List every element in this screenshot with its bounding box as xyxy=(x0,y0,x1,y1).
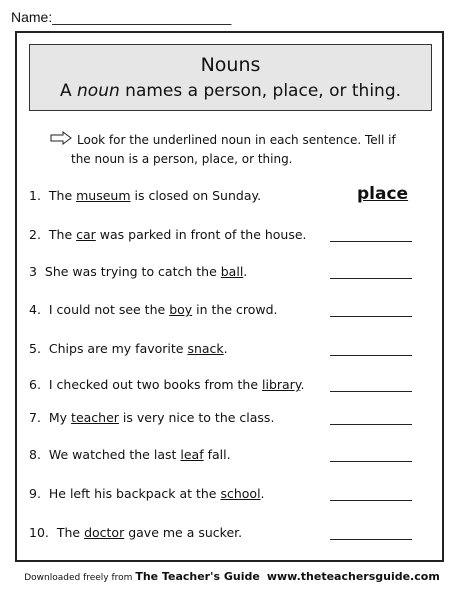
sentence-text: fall. xyxy=(203,447,231,462)
sentence-text: The xyxy=(56,525,85,540)
example-answer: place xyxy=(357,184,409,204)
underlined-noun: school xyxy=(220,486,261,501)
sentence-text: . xyxy=(260,486,265,501)
sentence-row xyxy=(29,377,329,392)
sentence-text: The xyxy=(48,227,77,242)
subtitle-part: A xyxy=(59,81,78,101)
page-subtitle xyxy=(30,81,431,101)
sentence-row xyxy=(29,227,329,242)
underlined-noun: library xyxy=(262,377,301,392)
sentence-row xyxy=(29,188,329,203)
instructions-line-2: the noun is a person, place, or thing. xyxy=(71,152,293,166)
sentence-row xyxy=(29,264,329,279)
underlined-noun: museum xyxy=(76,188,131,203)
underlined-noun: doctor xyxy=(84,525,125,540)
sentence-text: is closed on Sunday. xyxy=(130,188,262,203)
page-title: Nouns xyxy=(200,54,261,76)
sentence-row xyxy=(29,447,329,462)
answer-blank[interactable] xyxy=(330,424,412,425)
footer-url: www.theteachersguide.com xyxy=(266,570,440,583)
sentence-text: . xyxy=(223,341,228,356)
title-box xyxy=(29,44,432,111)
sentence-number: 9. xyxy=(29,486,41,501)
arrow-right-icon xyxy=(50,131,72,145)
answer-blank[interactable] xyxy=(330,355,412,356)
sentence-text: is very nice to the class. xyxy=(118,410,275,425)
subtitle-emphasis: noun xyxy=(77,81,120,101)
name-field[interactable] xyxy=(11,9,231,25)
answer-blank[interactable] xyxy=(330,500,412,501)
sentence-text: gave me a sucker. xyxy=(124,525,243,540)
answer-blank[interactable] xyxy=(330,241,412,242)
sentence-row xyxy=(29,525,329,540)
sentence-number: 10. xyxy=(29,525,49,540)
sentence-text: My xyxy=(48,410,72,425)
sentence-text: I checked out two books from the xyxy=(48,377,262,392)
sentence-number: 5. xyxy=(29,341,41,356)
sentence-row xyxy=(29,341,329,356)
name-label: Name: xyxy=(11,9,53,25)
sentence-text: . xyxy=(243,264,248,279)
footer-brand: The Teacher's Guide xyxy=(135,570,260,583)
answer-blank[interactable] xyxy=(330,539,412,540)
sentence-text: in the crowd. xyxy=(192,302,278,317)
sentence-text: The xyxy=(48,188,77,203)
underlined-noun: teacher xyxy=(71,410,119,425)
answer-blank[interactable] xyxy=(330,391,412,392)
sentence-text: Chips are my favorite xyxy=(48,341,188,356)
sentence-row xyxy=(29,486,329,501)
sentence-number: 1. xyxy=(29,188,41,203)
footer-prefix: Downloaded freely from xyxy=(24,573,136,583)
name-line: _______________________ xyxy=(52,9,232,25)
instructions-line-1: Look for the underlined noun in each sentence. Tell if xyxy=(77,133,396,147)
sentence-text: . xyxy=(300,377,305,392)
sentence-row xyxy=(29,302,329,317)
underlined-noun: ball xyxy=(220,264,244,279)
answer-blank[interactable] xyxy=(330,461,412,462)
sentence-number: 7. xyxy=(29,410,41,425)
sentence-number: 2. xyxy=(29,227,41,242)
underlined-noun: snack xyxy=(187,341,224,356)
sentence-text: was parked in front of the house. xyxy=(95,227,307,242)
sentence-text: She was trying to catch the xyxy=(44,264,221,279)
sentence-text: We watched the last xyxy=(48,447,181,462)
answer-blank[interactable] xyxy=(330,278,412,279)
sentence-text: He left his backpack at the xyxy=(48,486,221,501)
underlined-noun: leaf xyxy=(180,447,204,462)
subtitle-part: names a person, place, or thing. xyxy=(119,81,402,101)
sentence-number: 3 xyxy=(29,264,37,279)
sentence-row xyxy=(29,410,329,425)
sentence-number: 6. xyxy=(29,377,41,392)
sentence-number: 4. xyxy=(29,302,41,317)
footer xyxy=(0,570,464,583)
underlined-noun: car xyxy=(76,227,96,242)
underlined-noun: boy xyxy=(169,302,193,317)
sentence-number: 8. xyxy=(29,447,41,462)
sentence-text: I could not see the xyxy=(48,302,170,317)
answer-blank[interactable] xyxy=(330,316,412,317)
